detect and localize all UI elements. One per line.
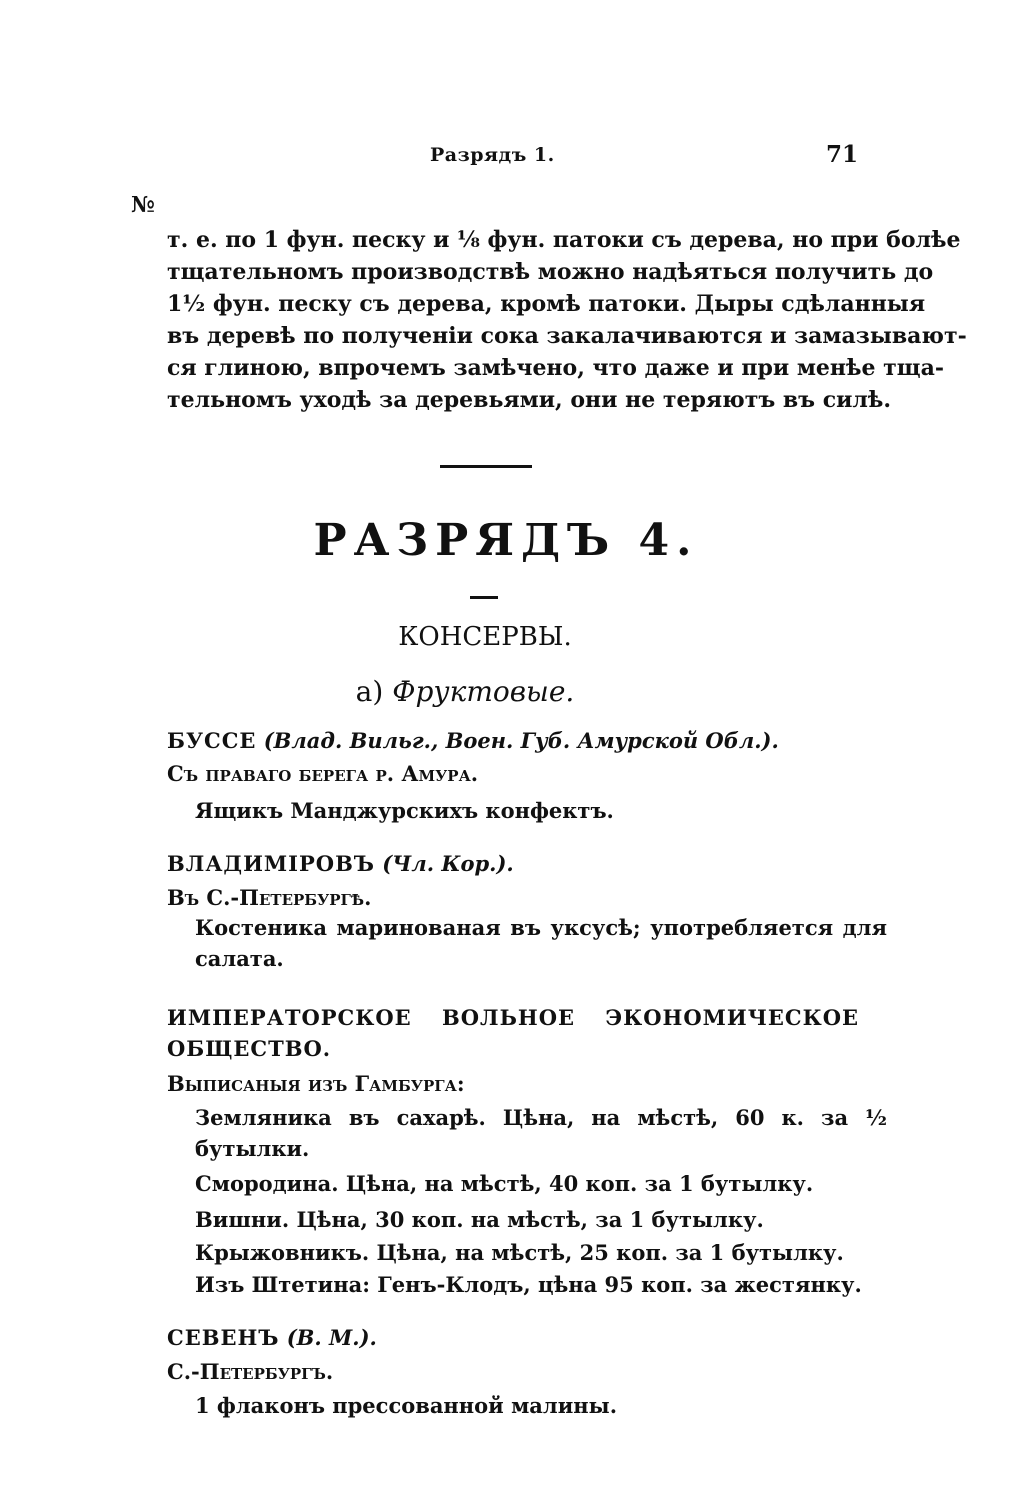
exhibitor-name: ИМПЕРАТОРСКОЕ ВОЛЬНОЕ ЭКОНОМИЧЕСКОЕ ОБЩЕСТВО. (167, 1005, 859, 1061)
item-line: Крыжовникъ. Цѣна, на мѣстѣ, 25 коп. за 1 бутылку. (195, 1240, 844, 1265)
subsection-letter: а) (355, 675, 384, 708)
item-line: Ящикъ Манджурскихъ конфектъ. (195, 798, 614, 823)
exhibitor-name: ВЛАДИМІРОВЪ (167, 851, 375, 876)
subsection-title: Фруктовые. (392, 675, 575, 708)
item-line: Костеника маринованая въ уксусѣ; употребляется для салата. (195, 915, 887, 971)
section-divider-rule (440, 465, 532, 468)
exhibitor-line (167, 1322, 859, 1353)
item-line: Вишни. Цѣна, 30 коп. на мѣстѣ, за 1 бутылку. (195, 1207, 764, 1232)
item-line: Изъ Штетина: Генъ-Клодъ, цѣна 95 коп. за жестянку. (195, 1272, 862, 1297)
text-line: тельномъ уходѣ за деревьями, они не теряютъ въ силѣ. (167, 387, 892, 413)
origin-line: Въ С.-Петербургѣ. (167, 885, 372, 910)
text-line: въ деревѣ по полученіи сока закалачиваются и замазывают- (167, 323, 967, 349)
exhibitor-details: (В. М.). (286, 1325, 377, 1350)
item-line: 1 флаконъ пресcованной малины. (195, 1393, 618, 1418)
origin-line: Выписаныя изъ Гамбурга: (167, 1071, 465, 1096)
margin-numero-mark: № (131, 192, 155, 218)
page-number: 71 (826, 141, 859, 168)
subsection-heading (0, 675, 930, 708)
exhibitor-line (167, 848, 859, 879)
text-line: т. е. по 1 фун. песку и ⅛ фун. патоки съ дерева, но при болѣе (167, 227, 961, 253)
text-line: тщательномъ производствѣ можно надѣяться получить до (167, 259, 934, 285)
exhibitor-line (167, 1002, 859, 1064)
section-title: РАЗРЯДЪ 4. (313, 515, 699, 566)
exhibitor-name: СЕВЕНЪ (167, 1325, 280, 1350)
running-head (0, 141, 1012, 174)
running-title: Разрядъ 1. (430, 144, 555, 166)
continuation-paragraph (167, 224, 967, 416)
title-dash (470, 596, 498, 599)
section-subtitle: КОНСЕРВЫ. (398, 622, 572, 652)
text-line: 1½ фун. песку съ дерева, кромѣ патоки. Дыры сдѣланныя (167, 291, 926, 317)
item-line: Смородина. Цѣна, на мѣстѣ, 40 коп. за 1 бутылку. (195, 1171, 814, 1196)
exhibitor-details: (Чл. Кор.). (382, 851, 514, 876)
exhibitor-name: БУССЕ (167, 728, 257, 753)
origin-line: С.-Петербургъ. (167, 1359, 334, 1384)
text-line: ся глиною, впрочемъ замѣчено, что даже и при менѣе тща- (167, 355, 944, 381)
item-line: Земляника въ сахарѣ. Цѣна, на мѣстѣ, 60 к. за ½ бутылки. (195, 1105, 887, 1161)
exhibitor-line (167, 725, 859, 756)
origin-line: Съ праваго берега р. Амура. (167, 761, 479, 786)
exhibitor-details: (Влад. Вильг., Воен. Губ. Амурской Обл.). (263, 728, 779, 753)
